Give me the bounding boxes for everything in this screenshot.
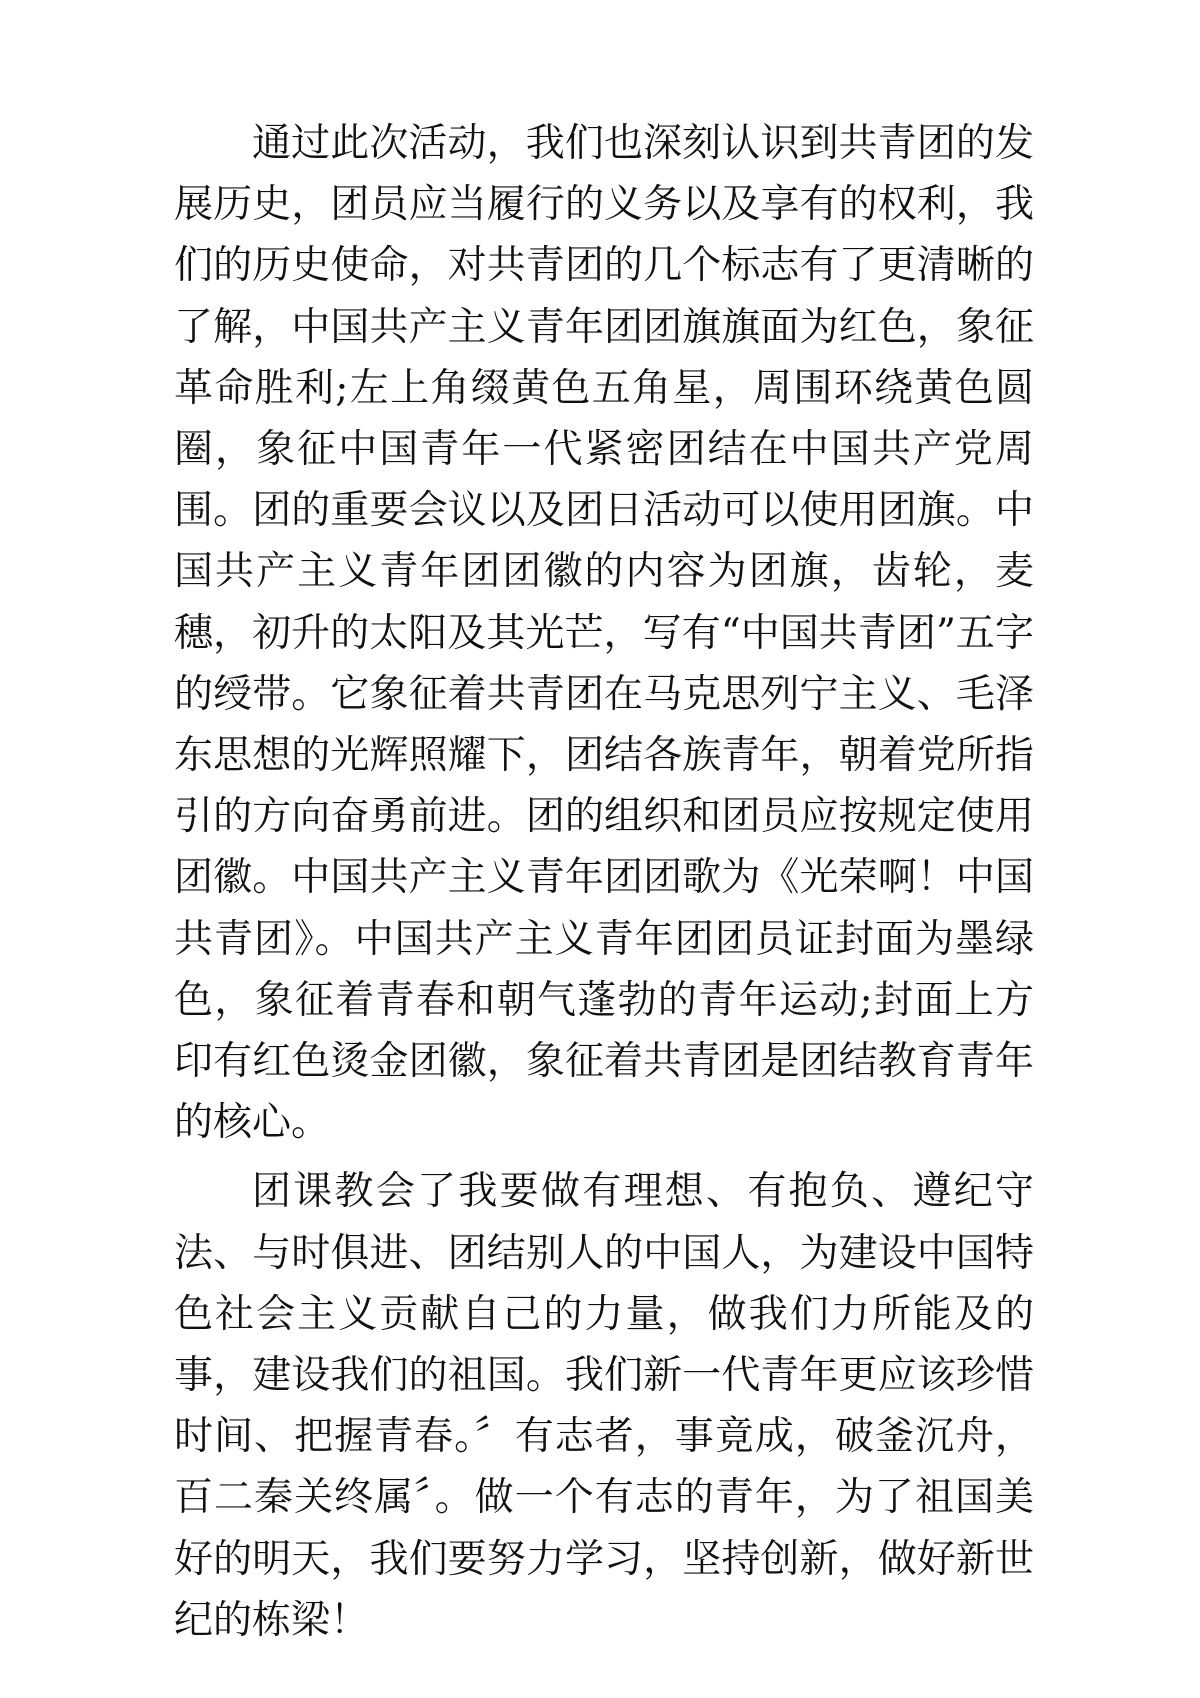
paragraph-1: 通过此次活动，我们也深刻认识到共青团的发展历史，团员应当履行的义务以及享有的权利，我们的历史使命，对共青团的几个标志有了更清晰的了解，中国共产主义青年团团旗旗面为红色，象征革命胜利;左上角缀黄色五角星，周围环绕黄色圆圈，象征中国青年一代紧密团结在中国共产党周围。团的重要会议以及团日活动可以使用团旗。中国共产主义青年团团徽的内容为团旗，齿轮，麦穗，初升的太阳及其光芒，写有“中国共青团”五字的绶带。它象征着共青团在马克思列宁主义、毛泽东思想的光辉照耀下，团结各族青年，朝着党所指引的方向奋勇前进。团的组织和团员应按规定使用团徽。中国共产主义青年团团歌为《光荣啊！中国共青团》。中国共产主义青年团团员证封面为墨绿色，象征着青春和朝气蓬勃的青年运动;封面上方印有红色烫金团徽，象征着共青团是团结教育青年的核心。 [174,121,1034,1146]
document-body [174,113,1034,1651]
paragraph-2: 团课教会了我要做有理想、有抱负、遵纪守法、与时俱进、团结别人的中国人，为建设中国特色社会主义贡献自己的力量，做我们力所能及的事，建设我们的祖国。我们新一代青年更应该珍惜时间、把握青春。〞有志者，事竟成，破釜沉舟，百二秦关终属〞。做一个有志的青年，为了祖国美好的明天，我们要努力学习，坚持创新，做好新世纪的栋梁！ [174,1169,1034,1643]
